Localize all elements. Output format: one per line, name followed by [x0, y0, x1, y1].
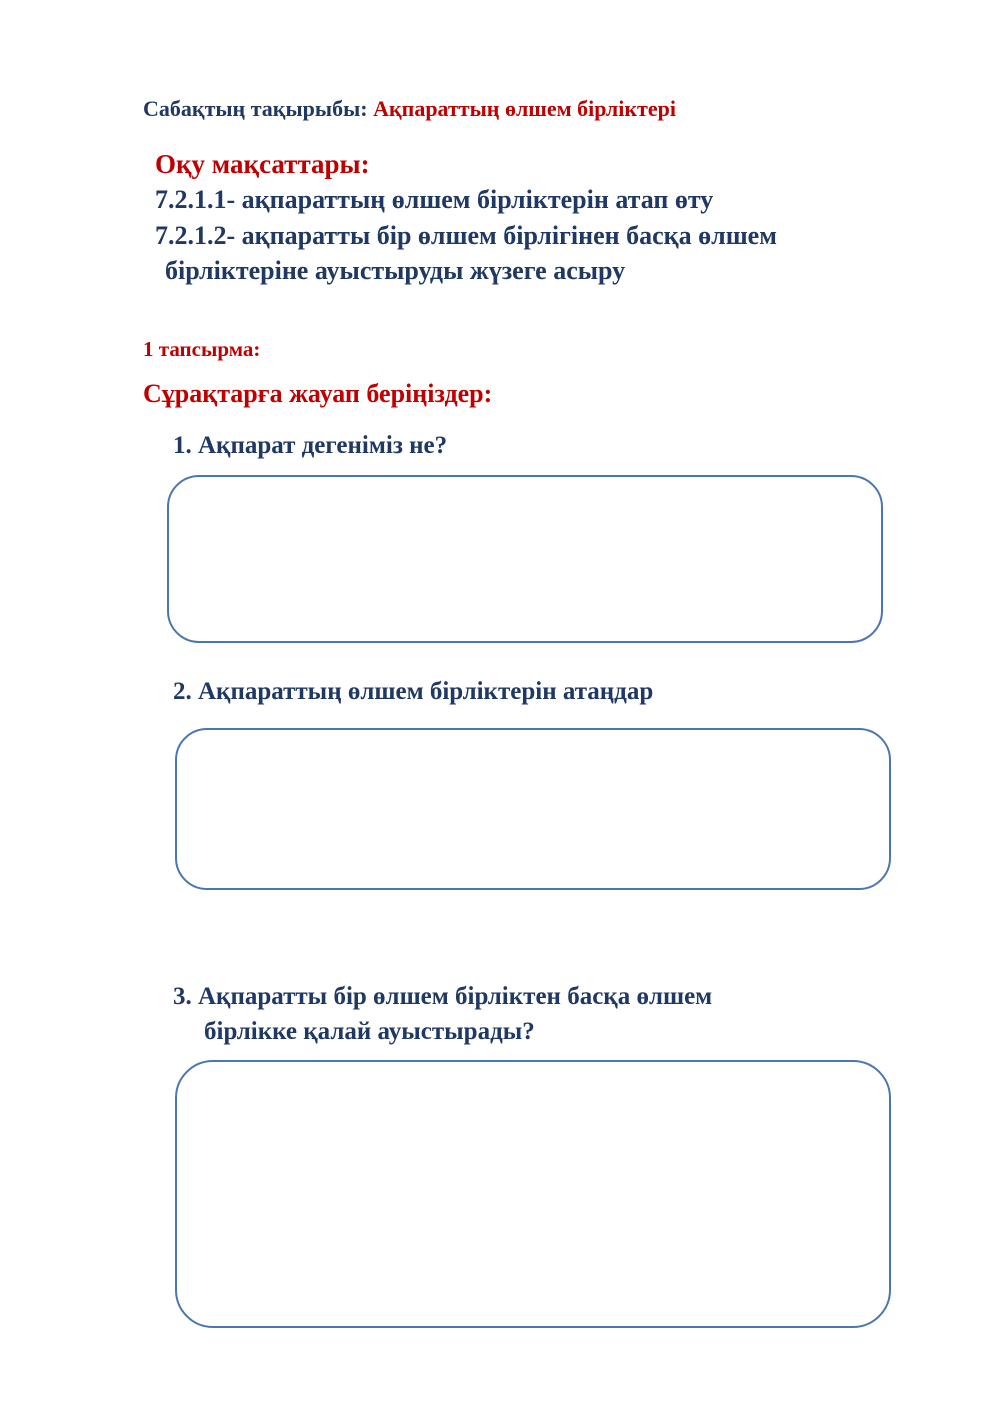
topic-value: Ақпараттың өлшем бірліктері: [373, 96, 676, 121]
answer-box-2[interactable]: [175, 728, 891, 890]
answer-box-1[interactable]: [167, 475, 883, 643]
question-3: 3. Ақпаратты бір өлшем бірліктен басқа өлшем: [173, 983, 713, 1010]
objective-item: 7.2.1.1- ақпараттың өлшем бірліктерін атап өту: [155, 185, 714, 214]
answer-box-3[interactable]: [175, 1060, 891, 1328]
question-3-continuation: бірлікке қалай ауыстырады?: [204, 1018, 535, 1045]
objectives-heading: Оқу мақсаттары:: [155, 149, 370, 179]
lesson-topic: [143, 96, 676, 122]
question-1: 1. Ақпарат дегеніміз не?: [173, 432, 448, 459]
topic-label: Сабақтың тақырыбы:: [143, 96, 368, 121]
objective-item-continuation: бірліктеріне ауыстыруды жүзеге асыру: [165, 256, 626, 285]
question-2: 2. Ақпараттың өлшем бірліктерін атаңдар: [173, 678, 654, 705]
task-instruction: Сұрақтарға жауап беріңіздер:: [143, 379, 493, 408]
objective-item: 7.2.1.2- ақпаратты бір өлшем бірлігінен басқа өлшем: [155, 221, 777, 250]
task-number: 1 тапсырма:: [143, 337, 261, 361]
